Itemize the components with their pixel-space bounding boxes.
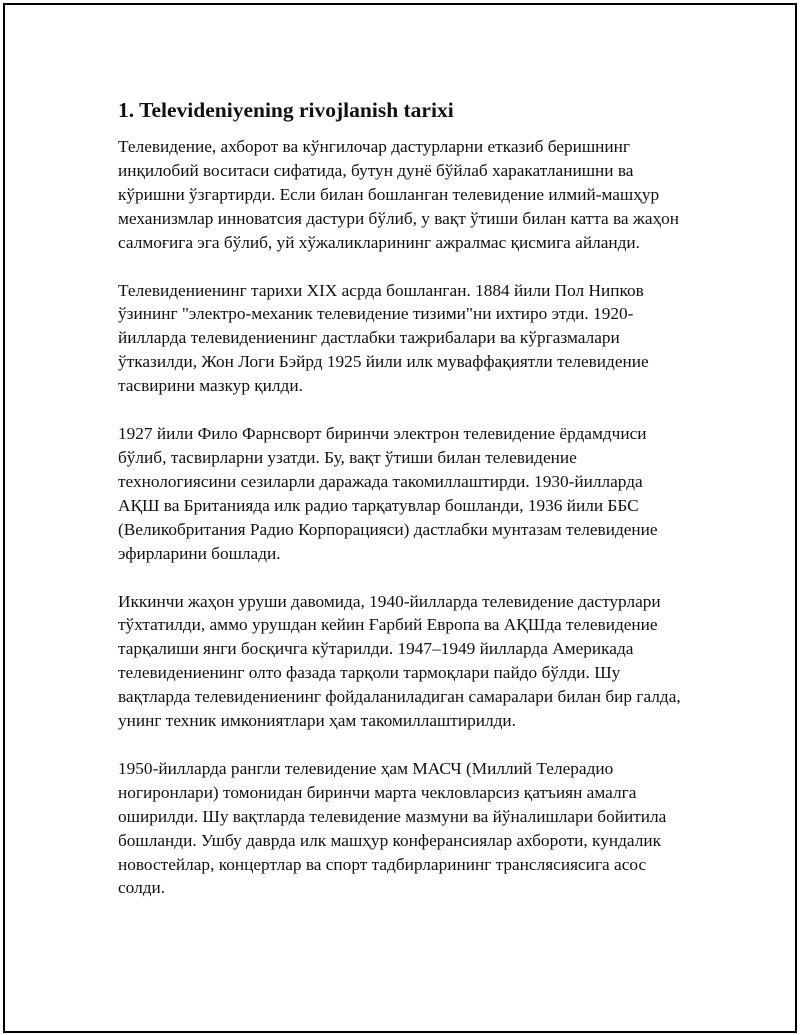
document-body — [118, 97, 683, 924]
paragraph-4: Иккинчи жаҳон уруши давомида, 1940-йилларда телевидение дастурлари тўхтатилди, аммо урушдан кейин Ғарбий Европа ва АҚШда телевидение тарқалиши янги босқичга кўтарилди. 1947–1949 йилларда Америкада телевидениенинг олто фазада тарқоли тармоқлари пайдо бўлди. Шу вақтларда телевидениенинг фойдаланиладиган самаралари билан бир галда, унинг техник имкониятлари ҳам такомиллаштирилди. — [118, 591, 681, 731]
paragraph-1: Телевидение, ахборот ва кўнгилочар дастурларни етказиб беришнинг инқилобий воситаси сифатида, бутун дунё бўйлаб харакатланишни ва кўришни ўзгартирди. Если билан бошланган телевидение илмий-машҳур механизмлар инноватсия дастури бўлиб, у вақт ўтиши билан катта ва жаҳон салмоғига эга бўлиб, уй хўжаликларининг ажралмас қисмига айланди. — [118, 137, 680, 252]
document-title: 1. Televideniyening rivojlanish tarixi — [118, 98, 454, 122]
page-frame — [3, 3, 797, 1033]
paragraph-5: 1950-йилларда рангли телевидение ҳам МАСЧ (Миллий Телерадио ногиронлари) томонидан биринчи марта чекловларсиз қатъиян амалга оширилди. Шу вақтларда телевидение мазмуни ва йўналишлари бойитила бошланди. Ушбу даврда илк машҳур конферансиялар ахбороти, кундалик новостейлар, концертлар ва спорт тадбирларининг транслясиясига асос солди. — [118, 758, 667, 898]
paragraph-3: 1927 йили Фило Фарнсворт биринчи электрон телевидение ёрдамдчиси бўлиб, тасвирларни узатди. Бу, вақт ўтиши билан телевидение технологиясини сезиларли даражада такомиллаштирди. 1930-йилларда АҚШ ва Британияда илк радио тарқатувлар бошланди, 1936 йили ББС (Великобритания Радио Корпорацияси) дастлабки мунтазам телевидение эфирларини бошлади. — [118, 424, 658, 563]
paragraph-2: Телевидениенинг тарихи XIX асрда бошланган. 1884 йили Пол Нипков ўзининг "электро-механик телевидение тизими"ни ихтиро этди. 1920-йилларда телевидениенинг дастлабки тажрибалари ва кўргазмалари ўтказилди, Жон Логи Бэйрд 1925 йили илк муваффақиятли телевидение тасвирини мазкур қилди. — [118, 280, 649, 396]
